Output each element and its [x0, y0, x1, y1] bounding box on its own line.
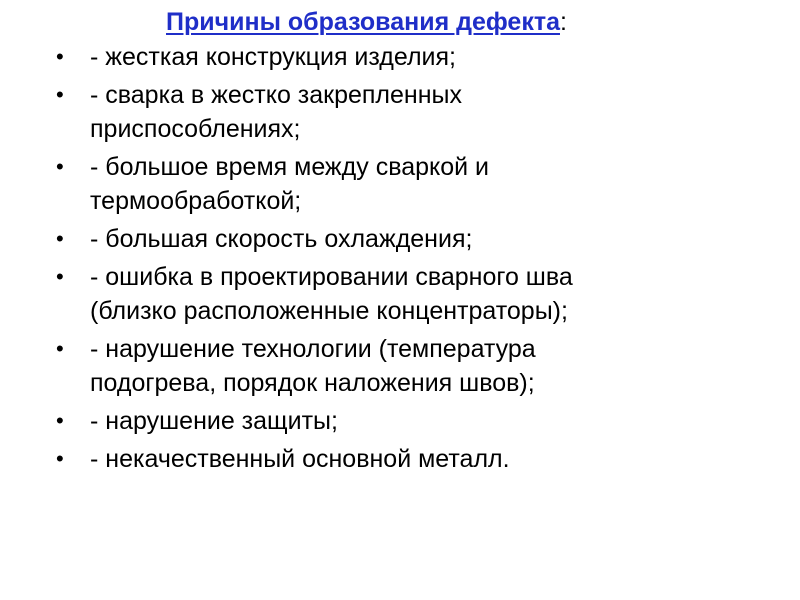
list-item-text: - большая скорость охлаждения;	[90, 225, 473, 253]
title-link[interactable]: Причины образования дефекта	[166, 8, 560, 36]
list-item-text: - большое время между сваркой и термообработкой;	[90, 153, 489, 215]
list-item-text: - ошибка в проектировании сварного шва (близко расположенные концентраторы);	[90, 263, 573, 325]
bullet-icon: •	[56, 446, 64, 471]
list-item-text: - нарушение защиты;	[90, 407, 338, 435]
list-item	[52, 332, 772, 400]
list-item-text: - сварка в жестко закрепленных приспособлениях;	[90, 81, 463, 143]
list-item	[52, 404, 772, 438]
bullet-icon: •	[56, 264, 64, 289]
list-item	[52, 40, 772, 74]
bullet-icon: •	[56, 82, 64, 107]
bullet-icon: •	[56, 226, 64, 251]
title-colon: :	[559, 8, 567, 36]
list-item-text: - некачественный основной металл.	[90, 445, 510, 473]
list-item	[52, 442, 772, 476]
bullet-icon: •	[56, 408, 64, 433]
list-item-text: - нарушение технологии (температура подогрева, порядок наложения швов);	[90, 335, 536, 397]
list-item-text: - жесткая конструкция изделия;	[90, 43, 457, 71]
cause-list	[52, 40, 772, 480]
slide-title	[166, 5, 567, 39]
bullet-icon: •	[56, 44, 64, 69]
bullet-icon: •	[56, 154, 64, 179]
list-item	[52, 150, 772, 218]
bullet-icon: •	[56, 336, 64, 361]
list-item	[52, 222, 772, 256]
list-item	[52, 260, 772, 328]
list-item	[52, 78, 772, 146]
